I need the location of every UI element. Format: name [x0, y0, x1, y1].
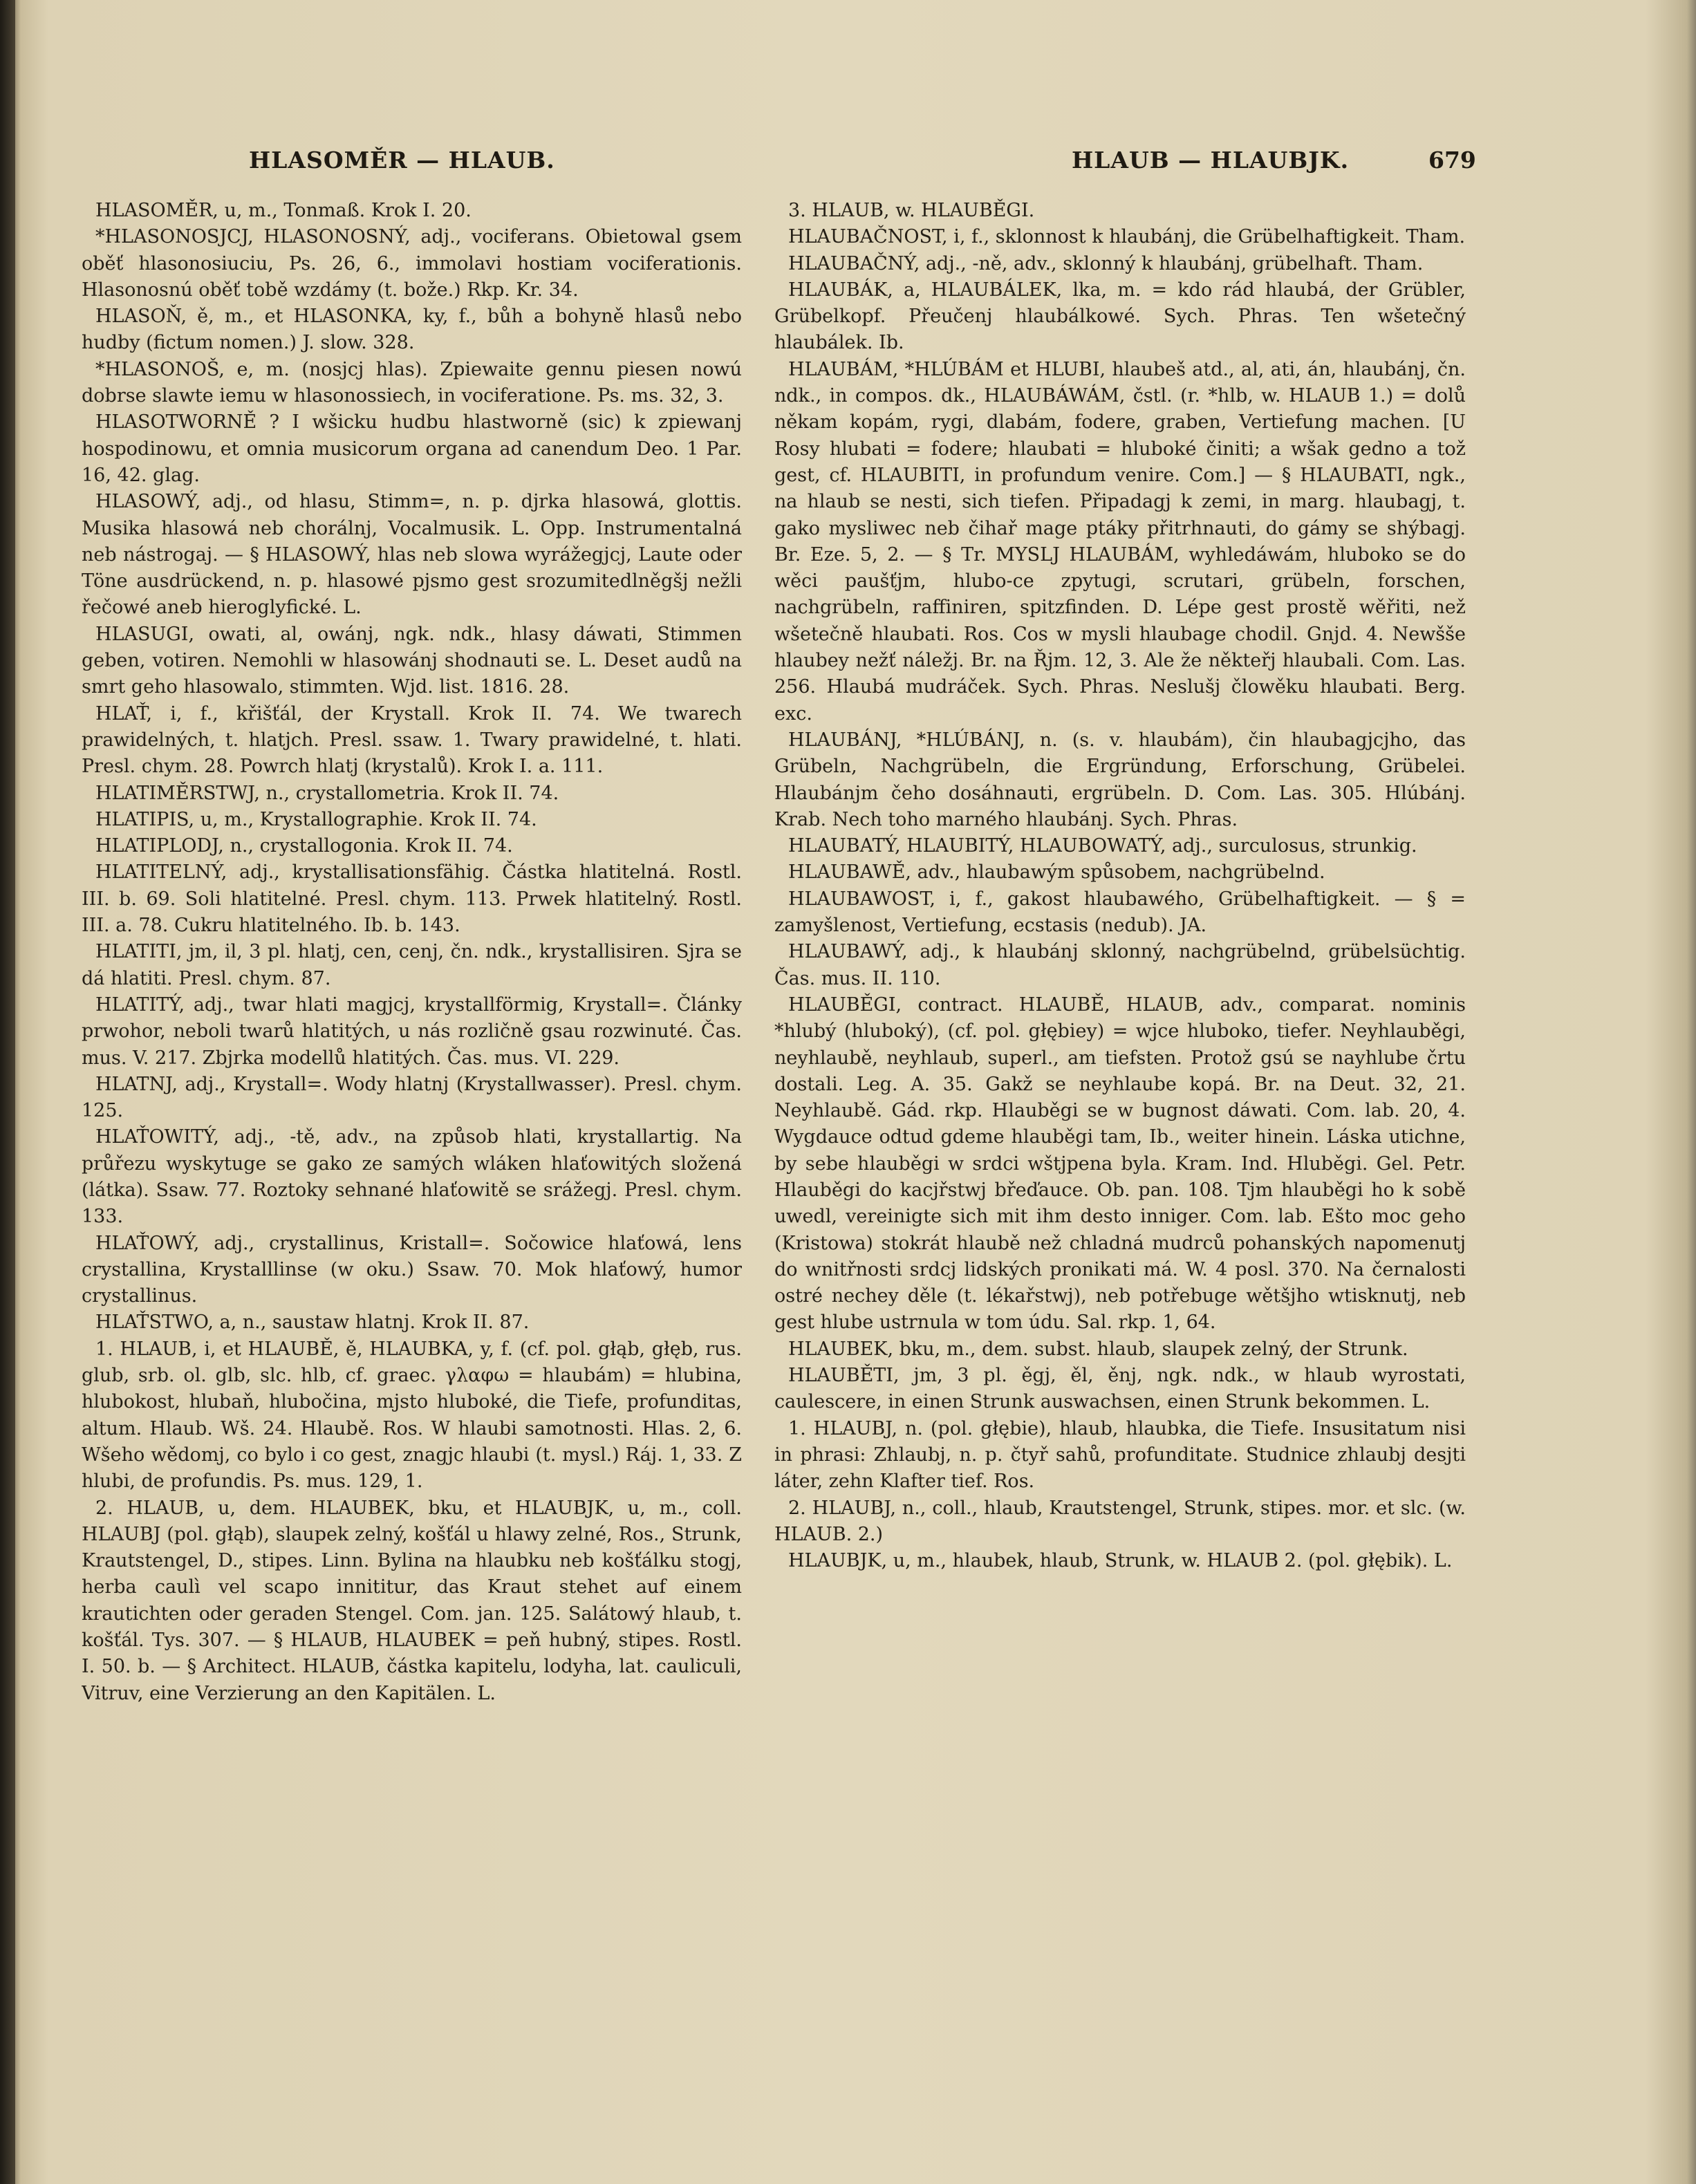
dictionary-entry: HLAUBJK, u, m., hlaubek, hlaub, Strunk, w. HLAUB 2. (pol. głębik). L.: [788, 1550, 1453, 1572]
dictionary-entry: HLAUBAWĚ, adv., hlaubawým spůsobem, nachgrübelnd.: [788, 861, 1325, 884]
dictionary-entry: HLASOTWORNĚ ? I wšicku hudbu hlastworně (sic) k zpiewanj hospodinowu, et omnia musicorum organa ad canendum Deo. 1 Par. 16, 42. glag.: [82, 411, 742, 486]
dictionary-entry: HLAUBAWOST, i, f., gakost hlaubawého, Grübelhaftigkeit. — § = zamyšlenost, Vertiefung, ecstasis (nedub). JA.: [774, 888, 1466, 937]
dictionary-entry: HLAUBĚTI, jm, 3 pl. ěgj, ěl, ěnj, ngk. ndk., w hlaub wyrostati, caulescere, in einen Strunk auswachsen, einen Strunk bekommen. L.: [774, 1365, 1466, 1413]
dictionary-entry: HLAUBEK, bku, m., dem. subst. hlaub, slaupek zelný, der Strunk.: [788, 1338, 1408, 1360]
dictionary-entry: HLASOMĚR, u, m., Tonmaß. Krok I. 20.: [95, 200, 472, 221]
left-running-title: HLASOMĚR — HLAUB.: [249, 147, 555, 174]
dictionary-entry: HLAŤOWITÝ, adj., -tě, adv., na způsob hlati, krystallartig. Na průřezu wyskytuge se gako ze samých wláken hlaťowitých složená (látka). Ssaw. 77. Roztoky sehnané hlaťowitě se srážegj. Presl. chym. 133.: [82, 1126, 742, 1228]
dictionary-entry: HLAUBĚGI, contract. HLAUBĚ, HLAUB, adv., comparat. nominis *hlubý (hluboký), (cf. pol. głębiey) = wjce hluboko, tiefer. Neyhlauběgi, neyhlaubě, neyhlaub, superl., am tiefsten. Protož gsú se nayhlube črtu dostali. Leg. A. 35. Gakž se neyhlaube kopá. Br. na Deut. 32, 21. Neyhlaubě. Gád. rkp. Hlauběgi se w bugnost dáwati. Com. lab. 20, 4. Wygdauce odtud gdeme hlauběgi tam, Ib., weiter hinein. Láska utichne, by sebe hlauběgi w srdci wštjpena byla. Kram. Ind. Hluběgi. Gel. Petr. Hlauběgi do kacjřstwj břeďauce. Ob. pan. 108. Tjm hlauběgi ho k sobě uwedl, vereinigte sich mit ihm desto inniger. Com. lab. Ešto moc geho (Kristowa) stokrát hlaubě než chladná mudrců pohanských napomenutj do wnitřnosti srdcj lidských pronikati má. W. 4 posl. 370. Na černalosti ostré nechey děle (t. lékařstwj), neb potřebuge wětšjho wtisknutj, neb gest hlube ustrnula w tom údu. Sal. rkp. 1, 64.: [774, 993, 1466, 1334]
dictionary-entry: HLATITELNÝ, adj., krystallisationsfähig. Částka hlatitelná. Rostl. III. b. 69. Soli hlatitelné. Presl. chym. 113. Prwek hlatitelný. Rostl. III. a. 78. Cukru hlatitelného. Ib. b. 143.: [82, 861, 742, 937]
dictionary-entry: HLASOWÝ, adj., od hlasu, Stimm=, n. p. djrka hlasowá, glottis. Musika hlasowá neb chorálnj, Vocalmusik. L. Opp. Instrumentalná neb nástrogaj. — § HLASOWÝ, hlas neb slowa wyrážegjcj, Laute oder Töne ausdrückend, n. p. hlasowé pjsmo gest srozumitedlněgšj nežli řečowé aneb hieroglyfické. L.: [82, 491, 742, 619]
right-running-title: HLAUB — HLAUBJK.: [1072, 147, 1350, 174]
dictionary-entry: HLAŤOWÝ, adj., crystallinus, Kristall=. Sočowice hlaťowá, lens crystallina, Krystalllinse (w oku.) Ssaw. 70. Mok hlaťowý, humor crystallinus.: [82, 1232, 742, 1307]
dictionary-entry: HLATNJ, adj., Krystall=. Wody hlatnj (Krystallwasser). Presl. chym. 125.: [82, 1073, 742, 1122]
dictionary-entry: 3. HLAUB, w. HLAUBĚGI.: [788, 200, 1035, 221]
page-number: 679: [1428, 147, 1476, 174]
dictionary-entry: HLASUGI, owati, al, owánj, ngk. ndk., hlasy dáwati, Stimmen geben, votiren. Nemohli w hlasowánj shodnauti se. L. Deset audů na smrt geho hlasowalo, stimmten. Wjd. list. 1816. 28.: [82, 623, 742, 698]
dictionary-entry: HLASOŇ, ě, m., et HLASONKA, ky, f., bůh a bohyně hlasů nebo hudby (fictum nomen.) J. slow. 328.: [82, 306, 742, 354]
dictionary-entry: 1. HLAUBJ, n. (pol. głębie), hlaub, hlaubka, die Tiefe. Insusitatum nisi in phrasi: Zhlaubj, n. p. čtyř sahů, profunditate. Studnice zhlaubj desjti láter, zehn Klafter tief. Ros.: [774, 1417, 1466, 1493]
dictionary-entry: HLATITI, jm, il, 3 pl. hlatj, cen, cenj, čn. ndk., krystallisiren. Sjra se dá hlatiti. Presl. chym. 87.: [82, 941, 742, 989]
dictionary-entry: HLAUBAČNOST, i, f., sklonnost k hlaubánj, die Grübelhaftigkeit. Tham.: [788, 226, 1466, 248]
dictionary-entry: 2. HLAUBJ, n., coll., hlaub, Krautstengel, Strunk, stipes. mor. et slc. (w. HLAUB. 2.): [774, 1497, 1466, 1545]
dictionary-entry: HLAŤSTWO, a, n., saustaw hlatnj. Krok II. 87.: [95, 1312, 530, 1334]
running-header: [83, 147, 1480, 188]
dictionary-entry: HLAŤ, i, f., křišťál, der Krystall. Krok II. 74. We twarech prawidelných, t. hlatjch. Presl. ssaw. 1. Twary prawidelné, t. hlati. Presl. chym. 28. Powrch hlatj (krystalů). Krok I. a. 111.: [82, 702, 742, 778]
dictionary-entry: HLATITÝ, adj., twar hlati magjcj, krystallförmig, Krystall=. Články prwohor, neboli twarů hlatitých, u nás rozličně gsau rozwinuté. Čas. mus. V. 217. Zbjrka modellů hlatitých. Čas. mus. VI. 229.: [82, 993, 742, 1069]
dictionary-entry: *HLASONOSJCJ, HLASONOSNÝ, adj., vociferans. Obietowal gsem oběť hlasonosiuciu, Ps. 26, 6., immolavi hostiam vociferationis. Hlasonosnú oběť tobě wzdámy (t. bože.) Rkp. Kr. 34.: [82, 226, 742, 301]
dictionary-entry: HLATIMĚRSTWJ, n., crystallometria. Krok II. 74.: [95, 782, 559, 804]
dictionary-entry: *HLASONOŠ, e, m. (nosjcj hlas). Zpiewaite gennu piesen nowú dobrse slawte iemu w hlasonossiech, in vociferatione. Ps. ms. 32, 3.: [82, 358, 742, 407]
dictionary-entry: HLAUBÁM, *HLÚBÁM et HLUBI, hlaubeš atd., al, ati, án, hlaubánj, čn. ndk., in compos. dk., HLAUBÁWÁM, čstl. (r. *hlb, w. HLAUB 1.) = dolů někam kopám, rygi, dlabám, fodere, graben, Vertiefung machen. [U Rosy hlubati = fodere; hlaubati = hluboké činiti; a wšak gedno a tož gest, cf. HLAUBITI, in profundum venire. Com.] — § HLAUBATI, ngk., na hlaub se nesti, sich tiefen. Připadagj k zemi, in marg. hlaubagj, t. gako mysliwec neb čihař mage ptáky přitrhnauti, do gámy se shýbagj. Br. Eze. 5, 2. — § Tr. MYSLJ HLAUBÁM, wyhledáwám, hluboko se do wěci paušťjm, hlubo-ce zpytugi, scrutari, grübeln, forschen, nachgrübeln, raffiniren, spitzfinden. D. Lépe gest prostě wěřiti, než wšetečně hlaubati. Ros. Cos w mysli hlaubage chodil. Gnjd. 4. Newšše hlaubey nežť náležj. Br. na Řjm. 12, 3. Ale že někteřj hlaubali. Com. Las. 256. Hlaubá mudráček. Sych. Phras. Neslušj člowěku hlaubati. Berg. exc.: [774, 358, 1466, 725]
dictionary-entry: 1. HLAUB, i, et HLAUBĚ, ě, HLAUBKA, y, f. (cf. pol. głąb, głęb, rus. glub, srb. ol. glb, slc. hlb, cf. graec. γλαφω = hlaubám) = hlubina, hlubokost, hlubaň, hlubočina, mjsto hluboké, die Tiefe, profunditas, altum. Hlaub. Wš. 24. Hlaubě. Ros. W hlaubi samotnosti. Hlas. 2, 6. Wšeho wědomj, co bylo i co gest, znagjc hlaubi (t. mysl.) Ráj. 1, 33. Z hlubi, de profundis. Ps. mus. 129, 1.: [82, 1338, 742, 1493]
dictionary-entry: HLAUBATÝ, HLAUBITÝ, HLAUBOWATÝ, adj., surculosus, strunkig.: [788, 835, 1417, 857]
left-column: [82, 198, 742, 2134]
dictionary-entry: HLATIPIS, u, m., Krystallographie. Krok II. 74.: [95, 808, 537, 830]
dictionary-entry: HLAUBAČNÝ, adj., -ně, adv., sklonný k hlaubánj, grübelhaft. Tham.: [788, 252, 1424, 274]
dictionary-entry: HLATIPLODJ, n., crystallogonia. Krok II. 74.: [95, 835, 513, 857]
dictionary-entry: 2. HLAUB, u, dem. HLAUBEK, bku, et HLAUBJK, u, m., coll. HLAUBJ (pol. głąb), slaupek zelný, košťál u hlawy zelné, Ros., Strunk, Krautstengel, D., stipes. Linn. Bylina na hlaubku neb košťálku stogj, herba caulì vel scapo innititur, das Kraut stehet auf einem krautichten oder geraden Stengel. Com. jan. 125. Salátowý hlaub, t. košťál. Tys. 307. — § HLAUB, HLAUBEK = peň hubný, stipes. Rostl. I. 50. b. — § Architect. HLAUB, částka kapitelu, lodyha, lat. cauliculi, Vitruv, eine Verzierung an den Kapitälen. L.: [82, 1497, 742, 1704]
dictionary-entry: HLAUBÁK, a, HLAUBÁLEK, lka, m. = kdo rád hlaubá, der Grübler, Grübelkopf. Přeučenj hlaubálkowé. Sych. Phras. Ten wšetečný hlaubálek. Ib.: [774, 279, 1466, 354]
book-binding-edge: [0, 0, 15, 2184]
dictionary-entry: HLAUBAWÝ, adj., k hlaubánj sklonný, nachgrübelnd, grübelsüchtig. Čas. mus. II. 110.: [774, 941, 1466, 989]
dictionary-entry: HLAUBÁNJ, *HLÚBÁNJ, n. (s. v. hlaubám), čin hlaubagjcjho, das Grübeln, Nachgrübeln, die Ergründung, Erforschung, Grübelei. Hlaubánjm čeho dosáhnauti, ergrübeln. D. Com. Las. 305. Hlúbánj. Krab. Nech toho marného hlaubánj. Sych. Phras.: [774, 729, 1466, 830]
right-column: [774, 198, 1466, 2134]
